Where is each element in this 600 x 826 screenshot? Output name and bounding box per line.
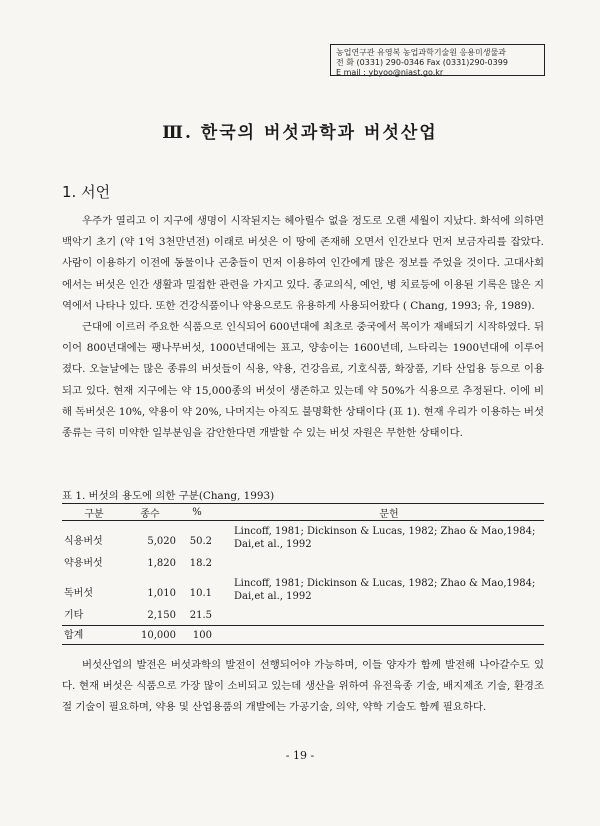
header-percent: %	[182, 504, 218, 521]
cell-reference: Lincoff, 1981; Dickinson & Lucas, 1982; Zhao & Mao,1984; Dai,et al., 1992	[234, 577, 536, 602]
mushroom-usage-table	[62, 503, 544, 645]
table-row	[62, 553, 544, 573]
header-type: 구분	[62, 504, 124, 521]
table-total-row	[62, 625, 544, 644]
cell-type: 합계	[64, 629, 84, 641]
table-row	[62, 573, 544, 605]
table-header-row	[62, 504, 544, 521]
industry-paragraph-block	[62, 655, 544, 719]
table-caption: 표 1. 버섯의 용도에 의한 구분(Chang, 1993)	[62, 490, 275, 502]
cell-reference: Lincoff, 1981; Dickinson & Lucas, 1982; Zhao & Mao,1984; Dai,et al., 1992	[234, 526, 536, 550]
cell-type: 독버섯	[64, 587, 93, 599]
cell-reference	[234, 553, 544, 557]
paragraph-3: 버섯산업의 발전은 버섯과학의 발전이 선행되어야 가능하며, 이들 양자가 함께 발전해 나아갈수도 있다. 현재 버섯은 식품으로 가장 많이 소비되고 있는데 생산을 위하여 유전육종 기술, 배지제조 기술, 환경조절 기술이 필요하며, 약용 및 산업용품의 개발에는 가공기술, 의약, 약학 기술도 함께 필요하다.	[62, 659, 544, 714]
cell-percent: 100	[192, 629, 212, 641]
cell-percent: 18.2	[189, 557, 212, 569]
table-row	[62, 605, 544, 626]
cell-count: 1,010	[147, 587, 176, 599]
cell-reference	[234, 605, 544, 609]
author-affiliation: 농업연구관 유영복 농업과학기술원 응용미생물과	[336, 48, 506, 57]
cell-count: 1,820	[147, 557, 176, 569]
section-title: 1. 서언	[62, 183, 111, 201]
paragraph-2: 근대에 이르러 주요한 식품으로 인식되어 600년대에 최초로 중국에서 목이가 재배되기 시작하였다. 뒤이어 800년대에는 팽나무버섯, 1000년대에는 표고, 양송이는 1600년데, 느타리는 1900년대에 이루어 졌다. 오늘날에는 많은 종류의 버섯들이 식용, 약용, 건강음료, 기호식품, 화장품, 기타 산업용 등으로 이용되고 있다. 현재 지구에는 약 15,000종의 버섯이 생존하고 있는데 약 50%가 식용으로 추정된다. 이에 비해 독버섯은 10%, 약용이 약 20%, 나머지는 아직도 불명확한 상태이다 (표 1). 현재 우리가 이용하는 버섯 종류는 극히 미약한 일부분임을 감안한다면 개발할 수 있는 버섯 자원은 무한한 상태이다.	[62, 321, 544, 440]
cell-count: 5,020	[147, 536, 176, 547]
cell-percent: 10.1	[189, 587, 212, 599]
header-count: 종수	[124, 504, 182, 521]
cell-reference	[234, 626, 544, 629]
table-row	[62, 521, 544, 553]
cell-count: 10,000	[141, 629, 176, 641]
header-reference: 문헌	[218, 504, 544, 521]
page-number: - 19 -	[285, 749, 315, 762]
paragraph-1: 우주가 열리고 이 지구에 생명이 시작된지는 헤아릴수 없을 정도로 오랜 세월이 지났다. 화석에 의하면 백악기 초기 (약 1억 3천만년전) 이래로 버섯은 이 땅에 존재해 오면서 인간보다 먼저 보금자리를 잡았다. 사람이 이용하기 이전에 동물이나 곤충들이 먼저 이용하여 인간에게 많은 정보를 주었을 것이다. 고대사회에서는 버섯은 인간 생활과 밀접한 관련을 가지고 있다. 종교의식, 예언, 병 치료등에 이용된 기록은 많은 지역에서 나타나 있다. 또한 건강식품이나 약용으로도 유용하게 사용되어왔다 ( Chang, 1993; 유, 1989).	[62, 215, 544, 312]
intro-paragraphs	[62, 211, 544, 444]
cell-type: 식용버섯	[64, 536, 103, 547]
cell-count: 2,150	[147, 609, 176, 621]
author-email: E mail : ybyoo@niast.go.kr	[336, 68, 444, 77]
chapter-title: Ⅲ. 한국의 버섯과학과 버섯산업	[162, 123, 438, 143]
author-phone-fax: 전 화 (0331) 290-0346 Fax (0331)290-0399	[336, 58, 508, 67]
cell-type: 약용버섯	[64, 557, 103, 569]
cell-percent: 50.2	[189, 536, 212, 547]
author-contact-box	[330, 44, 545, 76]
cell-type: 기타	[64, 609, 84, 621]
cell-percent: 21.5	[189, 609, 212, 621]
